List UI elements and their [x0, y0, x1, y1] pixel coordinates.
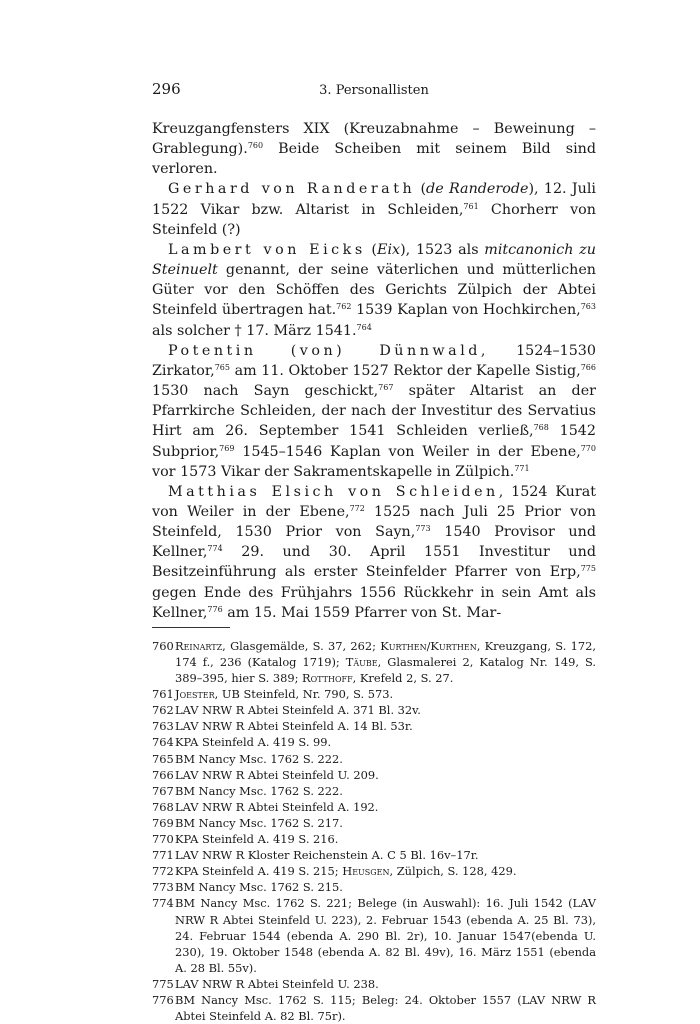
text-run: Beide Scheiben mit seinem Bild sind verloren.: [152, 141, 596, 178]
text-run: 1530 nach Sayn geschickt,: [152, 383, 379, 400]
footnote: [152, 751, 596, 767]
footnote-number: 767: [152, 783, 174, 798]
text-run: , Zülpich, S. 128, 429.: [389, 864, 517, 879]
footnote-reference: 763: [580, 302, 596, 312]
running-head: 3. Personallisten: [319, 83, 429, 98]
author-name: Kurthen/Kurthen: [380, 638, 477, 653]
footnote-reference: 760: [247, 141, 264, 151]
author-name: Rotthoff: [302, 671, 353, 686]
text-run: LAV NRW R Abtei Steinfeld U. 238.: [175, 976, 379, 991]
footnote-reference: 767: [378, 383, 394, 393]
footnote: [152, 847, 596, 863]
footnote-text: [175, 895, 596, 975]
text-run: , Glasgemälde, S. 37, 262;: [222, 638, 381, 653]
text-run: als solcher † 17. März 1541.: [152, 322, 357, 339]
paragraph: [152, 482, 596, 623]
text-run: (: [415, 181, 427, 198]
footnote-text: [175, 767, 596, 783]
text-run: Kreuzgangfensters XIX (Kreuzabnahme – Beweinung – Grablegung).: [152, 121, 596, 158]
footnote-separator: [152, 627, 230, 628]
footnote-text: [175, 863, 596, 879]
paragraph: [152, 341, 596, 482]
footnote-text: [175, 847, 596, 863]
footnote-number: 775: [152, 976, 174, 991]
footnote-text: [175, 831, 596, 847]
italic-text: de Randerode: [426, 181, 529, 198]
text-run: ), 1523 als: [400, 241, 485, 258]
footnote: [152, 734, 596, 750]
text-run: vor 1573 Vikar der Sakramentskapelle in Zülpich.: [152, 463, 515, 480]
text-run: , Glasmalerei 2, Katalog Nr. 149, S. 389–395, hier S. 389;: [175, 655, 596, 686]
footnote-reference: 761: [463, 201, 479, 211]
text-run: BM Nancy Msc. 1762 S. 222.: [175, 751, 343, 766]
text-run: ), 12. Juli 1522 Vikar bzw. Altarist in Schleiden,: [152, 181, 596, 218]
footnote-reference: 776: [207, 604, 223, 614]
author-name: Heusgen: [342, 864, 390, 879]
person-name: Matthias Elsich von Schleiden: [168, 483, 499, 500]
footnote-reference: 770: [580, 443, 596, 453]
text-run: später Altarist an der Pfarrkirche Schleiden, der nach der Investitur des Servatius Hirt am 26. September 1541 Schleiden verließ,: [152, 383, 596, 440]
text-run: , UB Steinfeld, Nr. 790, S. 573.: [214, 687, 394, 702]
footnote-reference: 762: [336, 302, 352, 312]
footnote: [152, 799, 596, 815]
text-run: LAV NRW R Abtei Steinfeld U. 209.: [175, 767, 379, 782]
footnote-text: [175, 879, 596, 895]
footnote-number: 765: [152, 751, 174, 766]
footnote-text: [175, 783, 596, 799]
author-name: Joester: [175, 687, 215, 702]
footnote-text: [175, 815, 596, 831]
footnote-text: [175, 976, 596, 992]
footnote-reference: 765: [214, 362, 230, 372]
footnote: [152, 992, 596, 1024]
footnote-number: 761: [152, 687, 174, 702]
footnote-text: [175, 702, 596, 718]
footnote-reference: 774: [207, 544, 223, 554]
text-run: 1540 Provisor und Kellner,: [152, 524, 596, 561]
paragraph: [152, 179, 596, 239]
text-run: BM Nancy Msc. 1762 S. 221; Belege (in Auswahl): 16. Juli 1542 (LAV NRW R Abtei Steinfeld U. 223), 2. Februar 1543 (ebenda A. 25 Bl. 73), 24. Februar 1544 (ebenda A. 290 Bl. 2r), 10. Januar 1547(ebenda U. 230), 19. Oktober 1548 (ebenda A. 82 Bl. 49v), 16. März 1551 (ebenda A. 28 Bl. 55v).: [175, 896, 596, 975]
text-run: LAV NRW R Abtei Steinfeld A. 14 Bl. 53r.: [175, 719, 413, 734]
italic-text: mitcanonich zu Steinuelt: [152, 241, 597, 279]
author-name: Reinartz: [175, 638, 223, 653]
italic-text: Eix: [377, 241, 401, 258]
author-name: Täube: [345, 655, 378, 669]
footnote: [152, 783, 596, 799]
page-number: 296: [152, 80, 181, 98]
footnote-text: [175, 992, 596, 1024]
footnote-text: [175, 734, 596, 750]
page-header: [152, 80, 596, 100]
text-run: KPA Steinfeld A. 419 S. 215;: [175, 864, 343, 879]
text-run: 29. und 30. April 1551 Investitur und Besitzeinführung als erster Steinfelder Pfarrer von Erp,: [152, 544, 596, 581]
footnote-text: [175, 686, 596, 702]
footnote-number: 774: [152, 896, 174, 911]
text-run: , 1524 Kurat von Weiler in der Ebene,: [152, 483, 596, 520]
page: [152, 80, 596, 1024]
person-name: Gerhard von Randerath: [168, 181, 416, 198]
paragraph: [152, 240, 596, 341]
footnote-number: 766: [152, 767, 174, 782]
footnote-text: [175, 638, 596, 686]
footnote: [152, 718, 596, 734]
text-run: BM Nancy Msc. 1762 S. 222.: [175, 783, 343, 798]
footnote: [152, 879, 596, 895]
footnote-reference: 773: [415, 524, 431, 534]
text-run: KPA Steinfeld A. 419 S. 99.: [175, 735, 332, 750]
text-run: LAV NRW R Abtei Steinfeld A. 371 Bl. 32v.: [175, 703, 421, 718]
footnote-reference: 768: [533, 423, 549, 433]
footnote-text: [175, 718, 596, 734]
footnote: [152, 831, 596, 847]
paragraph: [152, 119, 596, 179]
footnote-number: 768: [152, 799, 174, 814]
text-run: BM Nancy Msc. 1762 S. 115; Beleg: 24. Oktober 1557 (LAV NRW R Abtei Steinfeld A. 82 Bl. 75r).: [175, 992, 596, 1024]
text-run: am 11. Oktober 1527 Rektor der Kapelle Sistig,: [229, 362, 581, 379]
text-run: , 1524–1530 Zirkator,: [152, 342, 596, 379]
footnote-number: 770: [152, 832, 174, 847]
footnote-number: 762: [152, 703, 174, 718]
footnote-text: [175, 799, 596, 815]
footnote-reference: 764: [356, 322, 372, 332]
body-text: [152, 119, 596, 623]
footnote: [152, 895, 596, 975]
footnote: [152, 638, 596, 686]
footnote: [152, 686, 596, 702]
text-run: LAV NRW R Abtei Steinfeld A. 192.: [175, 799, 379, 814]
text-run: am 15. Mai 1559 Pfarrer von St. Mar-: [222, 604, 502, 621]
footnote: [152, 702, 596, 718]
footnote: [152, 863, 596, 879]
text-run: LAV NRW R Kloster Reichenstein A. C 5 Bl. 16v–17r.: [175, 848, 479, 863]
text-run: Chorherr von Steinfeld (?): [152, 201, 596, 238]
text-run: , Kreuzgang, S. 172, 174 f., 236 (Katalog 1719);: [175, 638, 596, 669]
footnote: [152, 815, 596, 831]
text-run: BM Nancy Msc. 1762 S. 215.: [175, 880, 343, 895]
footnote: [152, 976, 596, 992]
footnote-number: 764: [152, 735, 174, 750]
footnote-number: 760: [152, 638, 174, 653]
text-run: 1545–1546 Kaplan von Weiler in der Ebene,: [234, 443, 581, 460]
footnote-number: 769: [152, 815, 174, 830]
footnote-text: [175, 751, 596, 767]
person-name: Potentin (von) Dünnwald: [168, 342, 481, 359]
footnote-number: 776: [152, 992, 174, 1007]
text-run: 1525 nach Juli 25 Prior von Steinfeld, 1530 Prior von Sayn,: [152, 503, 596, 541]
footnote-reference: 769: [219, 443, 235, 453]
text-run: 1542 Subprior,: [152, 423, 596, 460]
text-run: , Krefeld 2, S. 27.: [352, 671, 454, 686]
footnote-reference: 775: [580, 564, 596, 574]
text-run: 1539 Kaplan von Hochkirchen,: [351, 302, 581, 319]
text-run: BM Nancy Msc. 1762 S. 217.: [175, 815, 343, 830]
footnote-reference: 766: [580, 362, 596, 372]
footnote-number: 773: [152, 880, 174, 895]
person-name: Lambert von Eicks: [168, 241, 366, 258]
text-run: gegen Ende des Frühjahrs 1556 Rückkehr in sein Amt als Kellner,: [152, 584, 596, 621]
text-run: KPA Steinfeld A. 419 S. 216.: [175, 832, 339, 847]
footnote-number: 763: [152, 719, 174, 734]
footnote-number: 772: [152, 864, 174, 879]
footnote: [152, 767, 596, 783]
text-run: genannt, der seine väterlichen und mütterlichen Güter vor den Schöffen des Gerichts Zülpich der Abtei Steinfeld übertragen hat.: [152, 262, 596, 319]
footnote-reference: 771: [514, 463, 530, 473]
text-run: (: [365, 241, 378, 258]
footnote-reference: 772: [349, 503, 365, 513]
footnotes: [152, 638, 596, 1024]
footnote-number: 771: [152, 848, 174, 863]
